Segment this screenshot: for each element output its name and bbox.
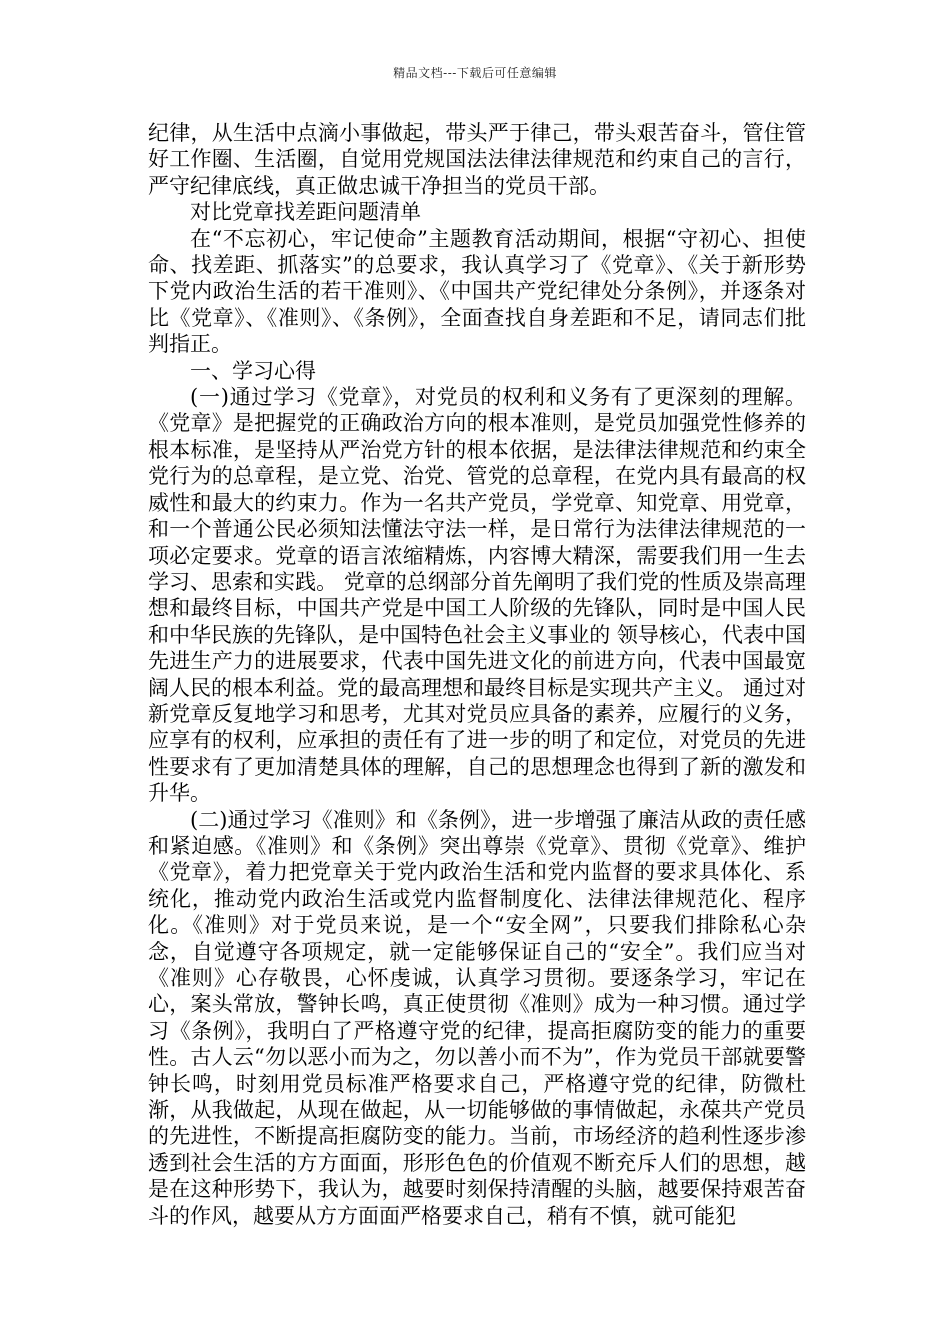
paragraph-section-2: (二)通过学习《准则》和《条例》，进一步增强了廉洁从政的责任感和紧迫感。《准则》和《条例》突出尊崇《党章》、贯彻《党章》、维护《党章》，着力把党章关于党内政治生活和党内监督的要求具体化、系统化，推动党内政治生活或党内监督制度化、法律法律规范化、程序化。《准则》对于党员来说，是一个“安全网”，只要我们排除私心杂念，自觉遵守各项规定，就一定能够保证自己的“安全”。我们应当对《准则》心存敬畏，心怀虔诚，认真学习贯彻。要逐条学习，牢记在心，案头常放，警钟长鸣，真正使贯彻《准则》成为一种习惯。通过学习《条例》，我明白了严格遵守党的纪律，提高拒腐防变的能力的重要性。古人云“勿以恶小而为之，勿以善小而不为”，作为党员干部就要警钟长鸣，时刻用党员标准严格要求自己，严格遵守党的纪律，防微杜渐，从我做起，从现在做起，从一切能够做的事情做起，永葆共产党员的先进性，不断提高拒腐防变的能力。当前，市场经济的趋利性逐步渗透到社会生活的方方面面，形形色色的价值观不断充斥人们的思想，越是在这种形势下，我认为，越要时刻保持清醒的头脑，越要保持艰苦奋斗的作风，越要从方方面面严格要求自己，稍有不慎，就可能犯: [148, 807, 806, 1228]
paragraph-intro: 在“不忘初心，牢记使命”主题教育活动期间，根据“守初心、担使命、找差距、抓落实”的总要求，我认真学习了《党章》、《关于新形势下党内政治生活的若干准则》、《中国共产党纪律处分条例》，并逐条对比《党章》、《准则》、《条例》，全面查找自身差距和不足，请同志们批判指正。: [148, 226, 806, 357]
document-body: [148, 120, 806, 1229]
paragraph-section-1: (一)通过学习《党章》，对党员的权利和义务有了更深刻的理解。《党章》是把握党的正确政治方向的根本准则，是党员加强党性修养的根本标准，是坚持从严治党方针的根本依据，是法律法律规范和约束全党行为的总章程，是立党、治党、管党的总章程，在党内具有最高的权威性和最大的约束力。作为一名共产党员，学党章、知党章、用党章，和一个普通公民必须知法懂法守法一样，是日常行为法律法律规范的一项必定要求。党章的语言浓缩精炼，内容博大精深，需要我们用一生去学习、思索和实践。 党章的总纲部分首先阐明了我们党的性质及崇高理想和最终目标，中国共产党是中国工人阶级的先锋队，同时是中国人民和中华民族的先锋队，是中国特色社会主义事业的 领导核心，代表中国先进生产力的进展要求，代表中国先进文化的前进方向，代表中国最宽阔人民的根本利益。党的最高理想和最终目标是实现共产主义。 通过对新党章反复地学习和思考，尤其对党员应具备的素养，应履行的义务，应享有的权利，应承担的责任有了进一步的明了和定位，对党员的先进性要求有了更加清楚具体的理解，自己的思想理念也得到了新的激发和升华。: [148, 385, 806, 806]
section-heading: 一、学习心得: [190, 358, 316, 383]
page-header: 精品文档---下载后可任意编辑: [393, 66, 557, 80]
document-title: 对比党章找差距问题清单: [190, 200, 421, 225]
paragraph-continued: 纪律，从生活中点滴小事做起，带头严于律己，带头艰苦奋斗，管住管好工作圈、生活圈，自觉用党规国法法律法律规范和约束自己的言行，严守纪律底线，真正做忠诚干净担当的党员干部。: [148, 121, 806, 198]
